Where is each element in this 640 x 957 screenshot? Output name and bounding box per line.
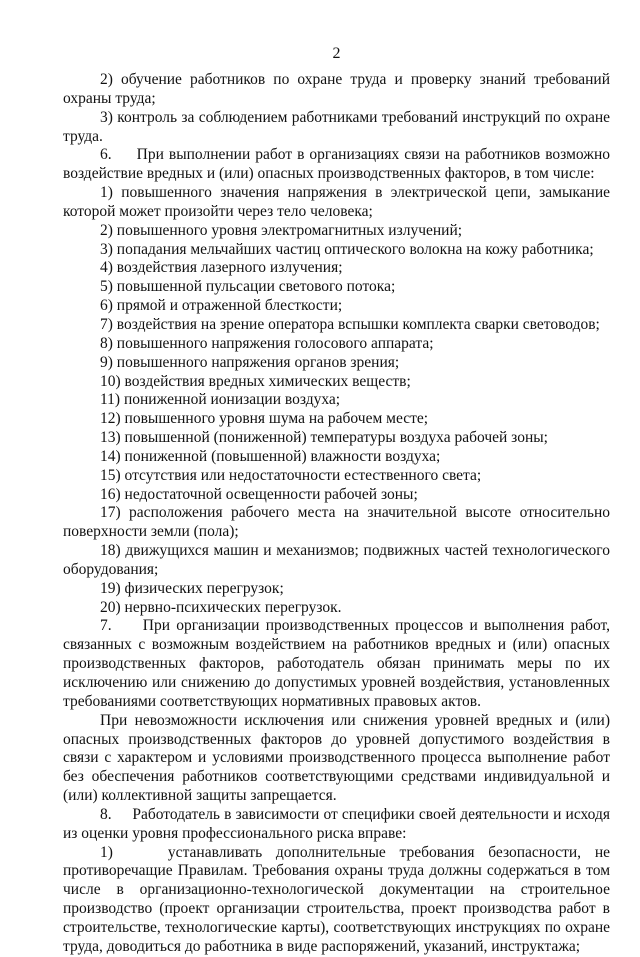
list-item-factor-18: 18) движущихся машин и механизмов; подвижных частей технологического оборудования; [63,542,610,578]
list-item-factor-19: 19) физических перегрузок; [100,579,284,597]
list-item-factor-8: 8) повышенного напряжения голосового аппарата; [100,334,434,352]
list-item-factor-4: 4) воздействия лазерного излучения; [100,259,343,277]
list-item-factor-13: 13) повышенной (пониженной) температуры воздуха рабочей зоны; [100,429,548,447]
paragraph-section-7: 7. При организации производственных процессов и выполнения работ, связанных с возможным воздействием на работников вредных и (или) опасных производственных факторов, работодатель обязан принимать меры по их исключению или снижению до допустимых уровней воздействия, установленных требованиями соответствующих нормативных правовых актов. [63,617,610,710]
list-item-factor-20: 20) нервно-психических перегрузок. [100,598,342,616]
list-item-factor-1: 1) повышенного значения напряжения в электрической цепи, замыкание которой может произойти через тело человека; [63,184,610,220]
list-item-factor-16: 16) недостаточной освещенности рабочей зоны; [100,485,418,503]
list-item-factor-12: 12) повышенного уровня шума на рабочем месте; [100,410,429,428]
page-number: 2 [332,45,341,62]
list-item-factor-17: 17) расположения рабочего места на значительной высоте относительно поверхности земли (пола); [63,504,610,541]
list-item-factor-6: 6) прямой и отраженной блесткости; [100,297,343,315]
list-item-factor-15: 15) отсутствия или недостаточности естественного света; [100,466,482,484]
paragraph-section-8: 8. Работодатель в зависимости от специфики своей деятельности и исходя из оценки уровня профессионального риска вправе: [63,805,610,842]
list-item-factor-10: 10) воздействия вредных химических веществ; [100,372,411,390]
list-item-factor-5: 5) повышенной пульсации светового потока; [100,278,396,296]
list-item-right-1: 1) устанавливать дополнительные требования безопасности, не противоречащие Правилам. Требования охраны труда должны содержаться в том числе в организационно-технологической документации на строительное производство (проект организации строительства, проект производства работ в строительстве, технологические карты), соответствующих инструкциях по охране труда, доводиться до работника в виде распоряжений, указаний, инструктажа; [63,843,610,955]
paragraph-protection: При невозможности исключения или снижения уровней вредных и (или) опасных производственных факторов до уровней допустимого воздействия в связи с характером и условиями производственного процесса выполнение работ без обеспечения работников соответствующими средствами индивидуальной и (или) коллективной защиты запрещается. [63,711,610,805]
paragraph-training: 2) обучение работников по охране труда и проверку знаний требований охраны труда; [63,71,610,107]
list-item-factor-14: 14) пониженной (повышенной) влажности воздуха; [100,447,441,465]
list-item-factor-2: 2) повышенного уровня электромагнитных излучений; [100,221,463,239]
list-item-factor-9: 9) повышенного напряжения органов зрения; [100,353,400,371]
list-item-factor-11: 11) пониженной ионизации воздуха; [100,391,341,409]
paragraph-control: 3) контроль за соблюдением работниками требований инструкций по охране труда. [63,108,610,145]
paragraph-section-6: 6. При выполнении работ в организациях связи на работников возможно воздействие вредных и (или) опасных производственных факторов, в том числе: [63,146,610,183]
list-item-factor-3: 3) попадания мельчайших частиц оптического волокна на кожу работника; [100,240,594,258]
list-item-factor-7: 7) воздействия на зрение оператора вспышки комплекта сварки световодов; [100,315,600,333]
